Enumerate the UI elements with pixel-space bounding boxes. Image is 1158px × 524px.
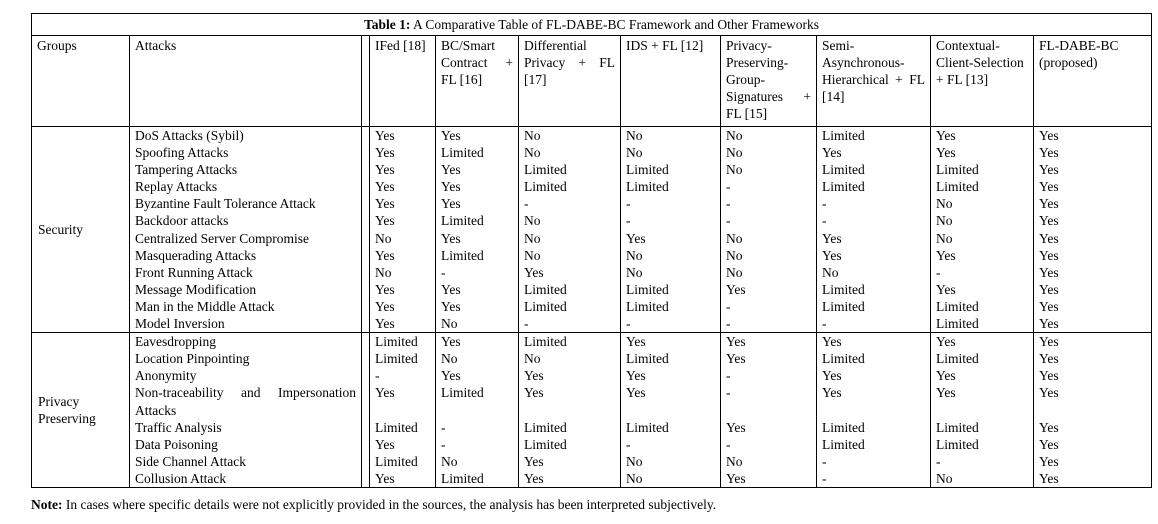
- value-cell: Yes: [436, 161, 519, 178]
- value-cell: Yes: [1034, 298, 1152, 315]
- attack-name: Centralized Server Compromise: [130, 230, 362, 247]
- value-cell: No: [931, 470, 1034, 488]
- attack-name: Data Poisoning: [130, 436, 362, 453]
- value-cell: Yes: [519, 367, 621, 384]
- double-rule-spacer: [362, 144, 370, 161]
- table-caption-text: A Comparative Table of FL-DABE-BC Framework and Other Frameworks: [413, 17, 820, 32]
- value-cell: No: [519, 247, 621, 264]
- value-cell: Limited: [817, 419, 931, 436]
- value-cell: Yes: [370, 436, 436, 453]
- value-cell: No: [621, 127, 721, 145]
- value-cell: -: [721, 315, 817, 333]
- value-cell: No: [721, 144, 817, 161]
- value-cell: Yes: [1034, 384, 1152, 418]
- attack-name: Replay Attacks: [130, 178, 362, 195]
- value-cell: Yes: [931, 367, 1034, 384]
- value-cell: Limited: [519, 281, 621, 298]
- value-cell: No: [436, 453, 519, 470]
- value-cell: No: [370, 264, 436, 281]
- value-cell: Yes: [370, 212, 436, 229]
- value-cell: No: [519, 127, 621, 145]
- table-row-man-in-the-middle-attack: [32, 298, 1152, 315]
- table-row-model-inversion: [32, 315, 1152, 333]
- value-cell: Limited: [817, 350, 931, 367]
- value-cell: Yes: [817, 144, 931, 161]
- note-text: In cases where specific details were not explicitly provided in the sources, the analysis has been interpreted subjectively.: [65, 496, 717, 512]
- value-cell: Yes: [931, 384, 1034, 418]
- value-cell: Limited: [931, 178, 1034, 195]
- value-cell: No: [519, 350, 621, 367]
- value-cell: No: [621, 144, 721, 161]
- value-cell: Yes: [721, 281, 817, 298]
- value-cell: Yes: [370, 247, 436, 264]
- value-cell: Limited: [436, 384, 519, 418]
- value-cell: Yes: [436, 333, 519, 351]
- value-cell: -: [817, 212, 931, 229]
- value-cell: Yes: [1034, 230, 1152, 247]
- double-rule-spacer: [362, 384, 370, 418]
- column-header-contextual-client-selection-fl-13: Contextual-Client-Selection + FL [13]: [931, 36, 1034, 127]
- value-cell: Yes: [370, 470, 436, 488]
- table-row-location-pinpointing: [32, 350, 1152, 367]
- table-row-traffic-analysis: [32, 419, 1152, 436]
- value-cell: Yes: [436, 195, 519, 212]
- value-cell: Limited: [519, 161, 621, 178]
- double-rule-spacer: [362, 350, 370, 367]
- value-cell: Yes: [370, 384, 436, 418]
- value-cell: No: [621, 470, 721, 488]
- table-note: [31, 496, 1158, 513]
- comparison-table: [31, 13, 1152, 488]
- attack-name: Message Modification: [130, 281, 362, 298]
- value-cell: Limited: [519, 436, 621, 453]
- value-cell: Yes: [621, 230, 721, 247]
- value-cell: Yes: [931, 281, 1034, 298]
- value-cell: Limited: [621, 298, 721, 315]
- value-cell: Yes: [1034, 367, 1152, 384]
- table-header-row: [32, 36, 1152, 127]
- value-cell: Yes: [370, 281, 436, 298]
- value-cell: -: [817, 315, 931, 333]
- value-cell: Yes: [1034, 333, 1152, 351]
- value-cell: Limited: [621, 281, 721, 298]
- value-cell: Yes: [436, 127, 519, 145]
- value-cell: Yes: [436, 281, 519, 298]
- value-cell: Limited: [436, 247, 519, 264]
- value-cell: Yes: [931, 144, 1034, 161]
- group-label-privacy-preserving: Privacy Preserving: [32, 333, 130, 488]
- double-rule-spacer: [362, 230, 370, 247]
- group-label-security: Security: [32, 127, 130, 333]
- value-cell: Limited: [519, 419, 621, 436]
- value-cell: -: [621, 315, 721, 333]
- value-cell: No: [721, 453, 817, 470]
- value-cell: No: [721, 264, 817, 281]
- value-cell: Yes: [1034, 264, 1152, 281]
- value-cell: No: [931, 212, 1034, 229]
- attack-name: Eavesdropping: [130, 333, 362, 351]
- value-cell: No: [519, 212, 621, 229]
- value-cell: -: [436, 436, 519, 453]
- value-cell: No: [721, 230, 817, 247]
- double-rule-spacer: [362, 281, 370, 298]
- value-cell: -: [519, 315, 621, 333]
- value-cell: Yes: [1034, 161, 1152, 178]
- value-cell: Limited: [817, 161, 931, 178]
- value-cell: Limited: [817, 178, 931, 195]
- value-cell: Limited: [817, 436, 931, 453]
- value-cell: No: [931, 230, 1034, 247]
- table-row-non-traceability-and-impersonation-attacks: [32, 384, 1152, 418]
- column-header-bc-smart-contract-fl-16: BC/Smart Contract + FL [16]: [436, 36, 519, 127]
- value-cell: -: [721, 298, 817, 315]
- double-rule-spacer: [362, 298, 370, 315]
- value-cell: -: [817, 453, 931, 470]
- double-rule-spacer: [362, 195, 370, 212]
- attack-name: Spoofing Attacks: [130, 144, 362, 161]
- value-cell: Yes: [931, 247, 1034, 264]
- value-cell: Limited: [621, 161, 721, 178]
- double-rule-spacer: [362, 367, 370, 384]
- table-row-message-modification: [32, 281, 1152, 298]
- value-cell: -: [721, 178, 817, 195]
- value-cell: -: [721, 384, 817, 418]
- value-cell: Limited: [621, 419, 721, 436]
- value-cell: -: [931, 264, 1034, 281]
- value-cell: Limited: [519, 333, 621, 351]
- value-cell: Yes: [436, 367, 519, 384]
- value-cell: -: [436, 264, 519, 281]
- value-cell: Yes: [931, 127, 1034, 145]
- table-row-masquerading-attacks: [32, 247, 1152, 264]
- attack-name: Man in the Middle Attack: [130, 298, 362, 315]
- value-cell: -: [519, 195, 621, 212]
- value-cell: Yes: [931, 333, 1034, 351]
- column-header-differential-privacy-fl-17: Differential Privacy + FL [17]: [519, 36, 621, 127]
- value-cell: Limited: [436, 212, 519, 229]
- column-header-groups: Groups: [32, 36, 130, 127]
- value-cell: Yes: [1034, 470, 1152, 488]
- value-cell: Yes: [370, 178, 436, 195]
- value-cell: Yes: [817, 384, 931, 418]
- double-rule-spacer: [362, 333, 370, 351]
- double-rule-spacer: [362, 212, 370, 229]
- table-row-byzantine-fault-tolerance-attack: [32, 195, 1152, 212]
- double-rule-spacer: [362, 470, 370, 488]
- value-cell: Limited: [370, 350, 436, 367]
- attack-name: DoS Attacks (Sybil): [130, 127, 362, 145]
- value-cell: Limited: [817, 127, 931, 145]
- value-cell: No: [817, 264, 931, 281]
- value-cell: Limited: [370, 453, 436, 470]
- table-row-side-channel-attack: [32, 453, 1152, 470]
- attack-name: Front Running Attack: [130, 264, 362, 281]
- table-caption-row: [32, 14, 1152, 36]
- value-cell: Yes: [436, 178, 519, 195]
- column-header-privacy-preserving-group-signatures-fl-15: Privacy-Preserving-Group-Signatures + FL [15]: [721, 36, 817, 127]
- value-cell: No: [721, 247, 817, 264]
- double-rule-spacer: [362, 247, 370, 264]
- value-cell: No: [621, 264, 721, 281]
- attack-name: Masquerading Attacks: [130, 247, 362, 264]
- value-cell: Limited: [931, 436, 1034, 453]
- value-cell: Limited: [519, 178, 621, 195]
- double-rule-spacer: [362, 264, 370, 281]
- value-cell: Limited: [931, 161, 1034, 178]
- value-cell: Yes: [519, 264, 621, 281]
- value-cell: -: [621, 212, 721, 229]
- value-cell: No: [621, 247, 721, 264]
- double-rule-spacer: [362, 161, 370, 178]
- value-cell: No: [621, 453, 721, 470]
- attack-name: Collusion Attack: [130, 470, 362, 488]
- value-cell: -: [817, 470, 931, 488]
- value-cell: Limited: [519, 298, 621, 315]
- value-cell: Yes: [370, 144, 436, 161]
- value-cell: Yes: [370, 298, 436, 315]
- value-cell: Yes: [1034, 195, 1152, 212]
- value-cell: No: [721, 161, 817, 178]
- value-cell: Limited: [621, 350, 721, 367]
- value-cell: Yes: [621, 333, 721, 351]
- value-cell: Yes: [621, 384, 721, 418]
- table-row-anonymity: [32, 367, 1152, 384]
- value-cell: -: [436, 419, 519, 436]
- table-row-eavesdropping: [32, 333, 1152, 351]
- value-cell: Yes: [1034, 144, 1152, 161]
- value-cell: No: [519, 144, 621, 161]
- table-caption-number: Table 1:: [364, 17, 411, 32]
- attack-name: Tampering Attacks: [130, 161, 362, 178]
- value-cell: Yes: [817, 247, 931, 264]
- value-cell: Yes: [1034, 350, 1152, 367]
- value-cell: Limited: [370, 333, 436, 351]
- value-cell: -: [721, 367, 817, 384]
- double-rule-spacer: [362, 453, 370, 470]
- attack-name: Location Pinpointing: [130, 350, 362, 367]
- value-cell: Limited: [817, 298, 931, 315]
- value-cell: Yes: [721, 333, 817, 351]
- value-cell: Yes: [370, 161, 436, 178]
- value-cell: Yes: [1034, 212, 1152, 229]
- value-cell: Yes: [721, 419, 817, 436]
- table-row-replay-attacks: [32, 178, 1152, 195]
- value-cell: Yes: [519, 470, 621, 488]
- value-cell: Limited: [931, 419, 1034, 436]
- column-header-semi-asynchronous-hierarchical-fl-14: Semi-Asynchronous-Hierarchical + FL [14]: [817, 36, 931, 127]
- attack-name: Anonymity: [130, 367, 362, 384]
- value-cell: Yes: [436, 298, 519, 315]
- attack-name: Non-traceability and Impersonation Attacks: [130, 384, 362, 418]
- column-header-attacks: Attacks: [130, 36, 362, 127]
- value-cell: Yes: [519, 453, 621, 470]
- double-rule-spacer: [362, 127, 370, 145]
- value-cell: Yes: [1034, 453, 1152, 470]
- value-cell: Limited: [370, 419, 436, 436]
- column-header-fl-dabe-bc-proposed: FL-DABE-BC (proposed): [1034, 36, 1152, 127]
- table-caption: [32, 14, 1152, 36]
- value-cell: -: [931, 453, 1034, 470]
- value-cell: -: [621, 195, 721, 212]
- value-cell: Limited: [621, 178, 721, 195]
- value-cell: Limited: [436, 144, 519, 161]
- value-cell: Yes: [721, 350, 817, 367]
- attack-name: Model Inversion: [130, 315, 362, 333]
- value-cell: -: [621, 436, 721, 453]
- value-cell: Yes: [1034, 419, 1152, 436]
- value-cell: Yes: [1034, 178, 1152, 195]
- value-cell: No: [370, 230, 436, 247]
- value-cell: Yes: [817, 367, 931, 384]
- value-cell: Yes: [370, 315, 436, 333]
- value-cell: Yes: [1034, 281, 1152, 298]
- value-cell: Yes: [1034, 247, 1152, 264]
- value-cell: Limited: [931, 298, 1034, 315]
- column-header-ids-fl-12: IDS + FL [12]: [621, 36, 721, 127]
- value-cell: -: [370, 367, 436, 384]
- value-cell: Limited: [931, 315, 1034, 333]
- value-cell: -: [721, 436, 817, 453]
- value-cell: Yes: [436, 230, 519, 247]
- double-rule-spacer: [362, 315, 370, 333]
- attack-name: Byzantine Fault Tolerance Attack: [130, 195, 362, 212]
- value-cell: Yes: [1034, 127, 1152, 145]
- attack-name: Backdoor attacks: [130, 212, 362, 229]
- table-row-backdoor-attacks: [32, 212, 1152, 229]
- value-cell: -: [721, 195, 817, 212]
- double-rule-spacer: [362, 419, 370, 436]
- note-label: Note:: [31, 496, 63, 512]
- attack-name: Side Channel Attack: [130, 453, 362, 470]
- value-cell: No: [721, 127, 817, 145]
- value-cell: Yes: [817, 333, 931, 351]
- value-cell: Yes: [1034, 315, 1152, 333]
- value-cell: -: [721, 212, 817, 229]
- value-cell: No: [436, 315, 519, 333]
- value-cell: Yes: [370, 195, 436, 212]
- column-header-ifed-18: IFed [18]: [370, 36, 436, 127]
- value-cell: Yes: [370, 127, 436, 145]
- table-row-centralized-server-compromise: [32, 230, 1152, 247]
- table-row-data-poisoning: [32, 436, 1152, 453]
- value-cell: No: [931, 195, 1034, 212]
- table-row-collusion-attack: [32, 470, 1152, 488]
- attack-name: Traffic Analysis: [130, 419, 362, 436]
- value-cell: Yes: [1034, 436, 1152, 453]
- value-cell: Yes: [721, 470, 817, 488]
- value-cell: Yes: [519, 384, 621, 418]
- double-rule-spacer: [362, 178, 370, 195]
- table-row-spoofing-attacks: [32, 144, 1152, 161]
- value-cell: Yes: [621, 367, 721, 384]
- table-row-dos-attacks-sybil: [32, 127, 1152, 145]
- value-cell: Yes: [817, 230, 931, 247]
- table-row-front-running-attack: [32, 264, 1152, 281]
- table-row-tampering-attacks: [32, 161, 1152, 178]
- value-cell: Limited: [436, 470, 519, 488]
- double-rule-spacer: [362, 36, 370, 127]
- value-cell: No: [519, 230, 621, 247]
- value-cell: Limited: [817, 281, 931, 298]
- value-cell: -: [817, 195, 931, 212]
- value-cell: No: [436, 350, 519, 367]
- value-cell: Limited: [931, 350, 1034, 367]
- double-rule-spacer: [362, 436, 370, 453]
